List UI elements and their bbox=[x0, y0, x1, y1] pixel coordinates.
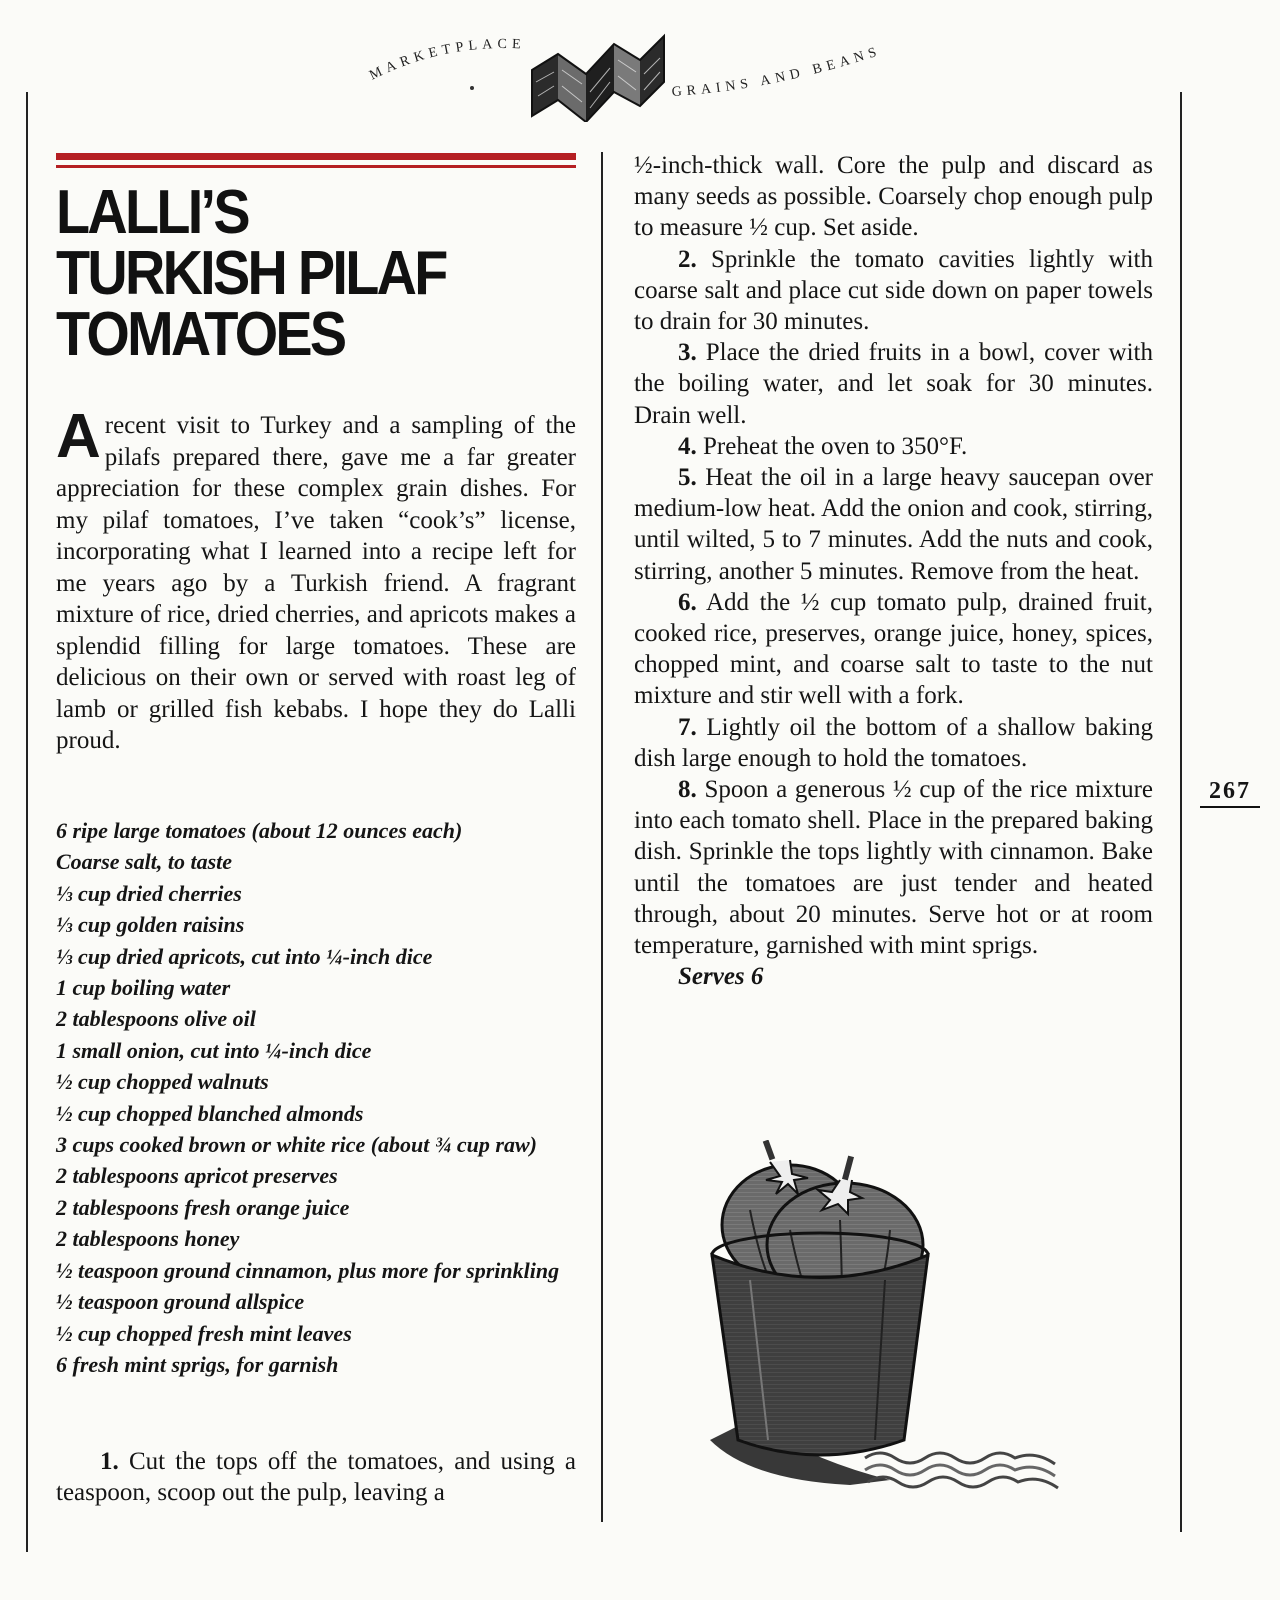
step-3 bbox=[634, 337, 1153, 431]
ingredient-item: ½ cup chopped walnuts bbox=[56, 1069, 269, 1095]
ingredient-item: ⅓ cup dried apricots, cut into ¼-inch dice bbox=[56, 943, 433, 969]
step-number: 4. bbox=[678, 432, 697, 460]
step-number: 8. bbox=[678, 776, 697, 804]
step-8 bbox=[634, 774, 1153, 961]
ingredient-item: 6 ripe large tomatoes (about 12 ounces each) bbox=[56, 818, 463, 843]
ingredient-item: 2 tablespoons olive oil bbox=[56, 1006, 256, 1032]
method-right bbox=[634, 150, 1153, 992]
step-text: Cut the tops off the tomatoes, and using a teaspoon, scoop out the pulp, leaving a bbox=[56, 1448, 576, 1506]
step-text: Heat the oil in a large heavy saucepan over medium-low heat. Add the onion and cook, stirring, until wilted, 5 to 7 minutes. Add the nuts and cook, stirring, another 5 minutes. Remove from the heat. bbox=[634, 464, 1153, 585]
ingredient-item: ⅓ cup dried cherries bbox=[56, 880, 242, 906]
step-1 bbox=[56, 1446, 576, 1508]
ingredient-item: 1 small onion, cut into ¼-inch dice bbox=[56, 1037, 372, 1063]
step-text: Sprinkle the tomato cavities lightly with coarse salt and place cut side down on paper towels to drain for 30 minutes. bbox=[634, 245, 1153, 336]
ingredient-item: ½ teaspoon ground cinnamon, plus more for sprinkling bbox=[56, 1257, 560, 1283]
serves-yield: Serves 6 bbox=[678, 963, 764, 991]
step-5 bbox=[634, 462, 1153, 587]
folded-map-icon bbox=[528, 30, 668, 122]
step-number: 3. bbox=[678, 339, 697, 367]
step-7 bbox=[634, 712, 1153, 774]
step-number: 6. bbox=[678, 588, 697, 616]
title-line: TURKISH PILAF bbox=[56, 239, 446, 308]
step-6 bbox=[634, 587, 1153, 712]
step-text: Add the ½ cup tomato pulp, drained fruit, cooked rice, preserves, orange juice, honey, spices, chopped mint, and coarse salt to taste to the nut mixture and stir well with a fork. bbox=[634, 588, 1153, 710]
step-number: 1. bbox=[100, 1448, 119, 1475]
step-number: 7. bbox=[678, 713, 697, 741]
intro-paragraph bbox=[56, 402, 576, 757]
page-number: 267 bbox=[1200, 778, 1260, 808]
running-head-right: GRAINS AND BEANS bbox=[671, 43, 884, 101]
step-2 bbox=[634, 244, 1153, 338]
right-margin-rule bbox=[1180, 92, 1182, 1532]
step-text: Preheat the oven to 350°F. bbox=[696, 432, 968, 460]
title-rule-thin bbox=[56, 165, 576, 168]
ingredient-item: 3 cups cooked brown or white rice (about ¾ cup raw) bbox=[56, 1132, 537, 1158]
step-1-continued: ½-inch-thick wall. Core the pulp and discard as many seeds as possible. Coarsely chop enough pulp to measure ½ cup. Set aside. bbox=[634, 152, 1153, 242]
ingredient-list bbox=[56, 815, 586, 1380]
ingredient-item: 2 tablespoons honey bbox=[56, 1226, 240, 1252]
step-text: Spoon a generous ½ cup of the rice mixture into each tomato shell. Place in the prepared baking dish. Sprinkle the tops lightly with cinnamon. Bake until the tomatoes are just tender and heated through, about 20 minutes. Serve hot or at room temperature, garnished with mint sprigs. bbox=[634, 776, 1153, 960]
title-rule-thick bbox=[56, 153, 576, 160]
recipe-title bbox=[56, 178, 524, 369]
title-line: LALLI’S bbox=[56, 178, 248, 247]
left-margin-rule bbox=[26, 92, 28, 1552]
step-4 bbox=[634, 431, 1153, 462]
tomato-pot-illustration bbox=[690, 1140, 1080, 1550]
step-text: Lightly oil the bottom of a shallow baking dish large enough to hold the tomatoes. bbox=[634, 713, 1153, 772]
step-text: Place the dried fruits in a bowl, cover with the boiling water, and let soak for 30 minutes. Drain well. bbox=[634, 339, 1153, 429]
column-divider bbox=[601, 152, 603, 1522]
method-left bbox=[56, 1446, 576, 1508]
ingredient-item: ½ cup chopped fresh mint leaves bbox=[56, 1320, 352, 1346]
ingredient-item: 6 fresh mint sprigs, for garnish bbox=[56, 1351, 339, 1377]
intro-text: recent visit to Turkey and a sampling of the pilafs prepared there, gave me a far greater appreciation for these complex grain dishes. For my pilaf tomatoes, I’ve taken “cook’s” license, incorporating what I learned into a recipe left for me years ago by a Turkish friend. A fragrant mixture of rice, dried cherries, and apricots makes a splendid filling for large tomatoes. These are delicious on their own or served with roast leg of lamb or grilled fish kebabs. I hope they do Lalli proud. bbox=[56, 412, 576, 754]
step-number: 5. bbox=[678, 464, 697, 492]
step-number: 2. bbox=[678, 245, 697, 273]
ingredient-item: 1 cup boiling water bbox=[56, 975, 231, 1001]
ingredient-item: 2 tablespoons fresh orange juice bbox=[56, 1194, 350, 1220]
ingredient-item: Coarse salt, to taste bbox=[56, 849, 233, 875]
drop-cap: A bbox=[56, 402, 101, 471]
ingredient-item: ⅓ cup golden raisins bbox=[56, 912, 245, 938]
ingredient-item: 2 tablespoons apricot preserves bbox=[56, 1163, 338, 1189]
ingredient-item: ½ teaspoon ground allspice bbox=[56, 1289, 305, 1315]
running-head-left: MARKETPLACE bbox=[367, 36, 526, 84]
title-line: TOMATOES bbox=[56, 300, 345, 369]
ingredient-item: ½ cup chopped blanched almonds bbox=[56, 1100, 364, 1126]
